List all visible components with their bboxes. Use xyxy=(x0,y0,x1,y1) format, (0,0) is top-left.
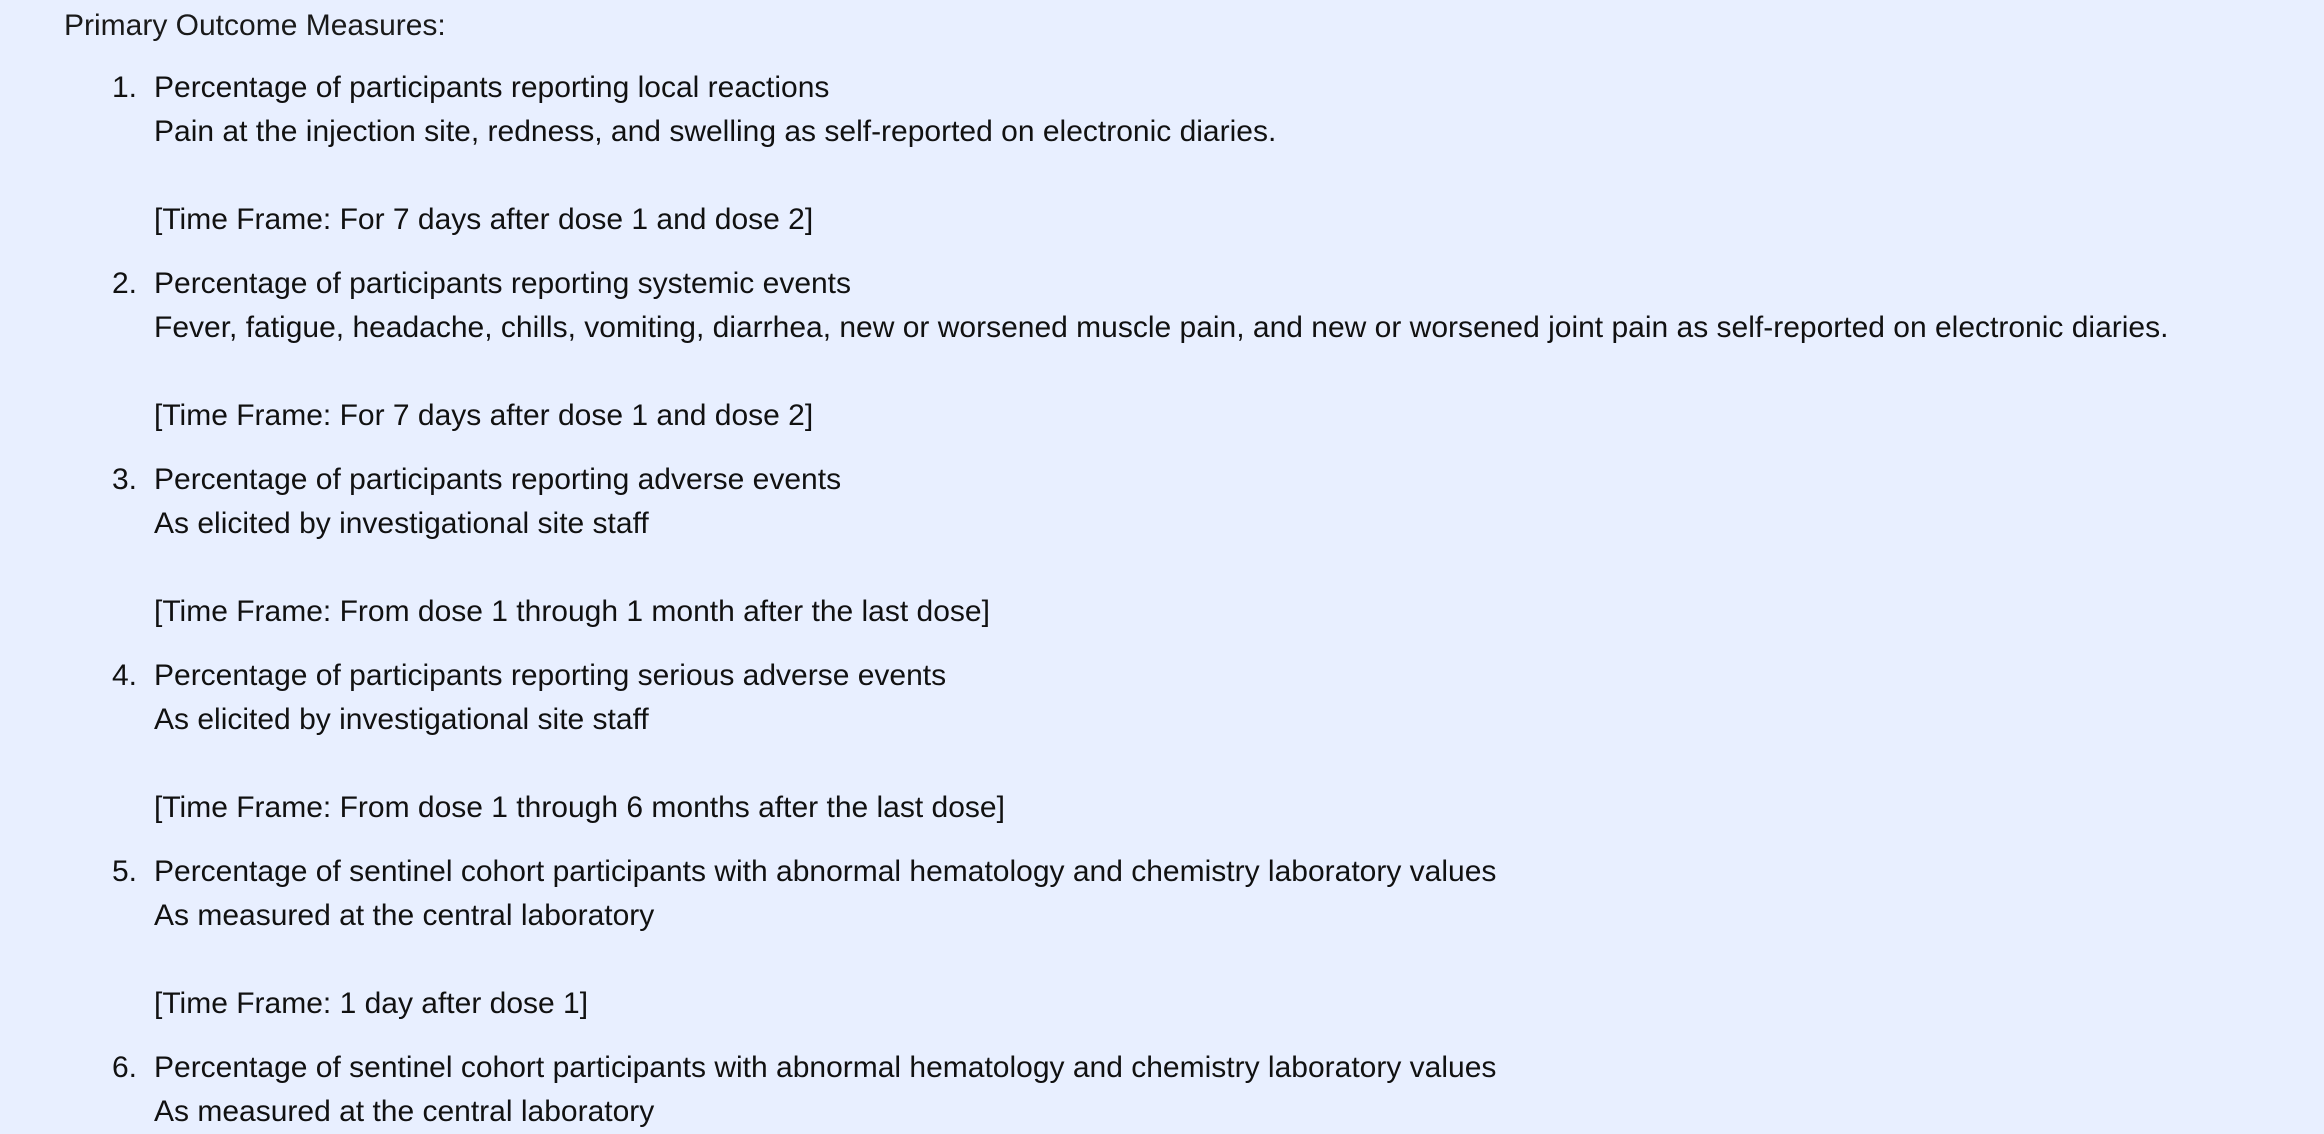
list-item xyxy=(0,262,2324,438)
measure-description: As measured at the central laboratory xyxy=(154,1095,655,1128)
list-item-number: 5. xyxy=(112,855,138,888)
list-item xyxy=(0,66,2324,242)
measure-title: Percentage of participants reporting local reactions xyxy=(154,71,830,104)
measure-title: Percentage of sentinel cohort participants with abnormal hematology and chemistry laboratory values xyxy=(154,855,1497,888)
section-heading: Primary Outcome Measures: xyxy=(64,9,446,42)
list-item-number: 4. xyxy=(112,659,138,692)
measure-time-frame: [Time Frame: 1 day after dose 1] xyxy=(154,987,589,1020)
list-item xyxy=(0,654,2324,830)
list-item xyxy=(0,850,2324,1026)
measure-title: Percentage of sentinel cohort participants with abnormal hematology and chemistry laboratory values xyxy=(154,1051,1497,1084)
measure-time-frame: [Time Frame: From dose 1 through 6 months after the last dose] xyxy=(154,791,1005,824)
measure-description: Pain at the injection site, redness, and swelling as self-reported on electronic diaries. xyxy=(154,115,1277,148)
list-item xyxy=(0,1046,2324,1134)
measure-time-frame: [Time Frame: For 7 days after dose 1 and dose 2] xyxy=(154,399,814,432)
list-item-number: 1. xyxy=(112,71,138,104)
list-item xyxy=(0,458,2324,634)
measure-title: Percentage of participants reporting serious adverse events xyxy=(154,659,947,692)
measure-description: As measured at the central laboratory xyxy=(154,899,655,932)
measure-time-frame: [Time Frame: From dose 1 through 1 month after the last dose] xyxy=(154,595,990,628)
list-item-number: 6. xyxy=(112,1051,138,1084)
outcome-measures-list xyxy=(0,66,2324,1134)
measure-title: Percentage of participants reporting systemic events xyxy=(154,267,852,300)
list-item-number: 2. xyxy=(112,267,138,300)
list-item-number: 3. xyxy=(112,463,138,496)
measure-description: Fever, fatigue, headache, chills, vomiting, diarrhea, new or worsened muscle pain, and new or worsened joint pain as self-reported on electronic diaries. xyxy=(154,311,2169,344)
measure-description: As elicited by investigational site staff xyxy=(154,507,649,540)
measure-time-frame: [Time Frame: For 7 days after dose 1 and dose 2] xyxy=(154,203,814,236)
measure-title: Percentage of participants reporting adverse events xyxy=(154,463,842,496)
measure-description: As elicited by investigational site staff xyxy=(154,703,649,736)
